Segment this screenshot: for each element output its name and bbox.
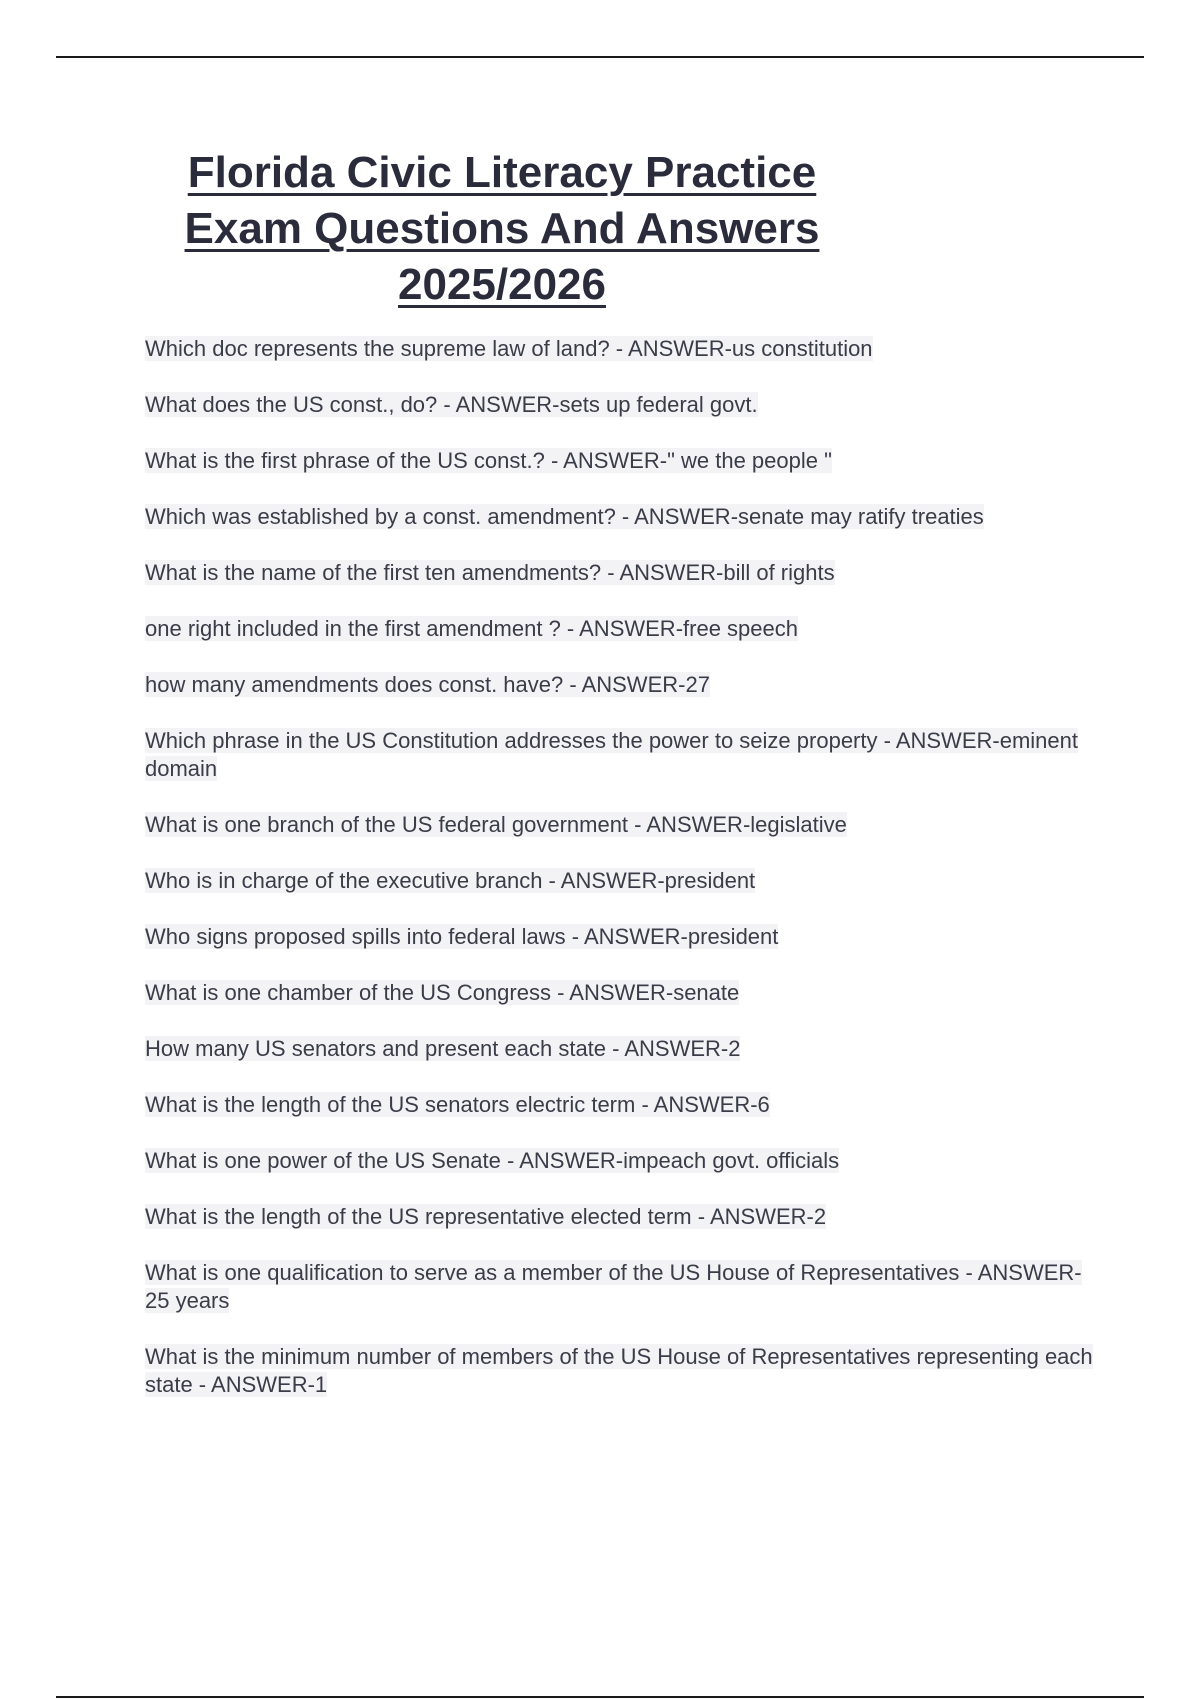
qa-text: What is the name of the first ten amendments? - ANSWER-bill of rights [145,560,835,585]
qa-text: How many US senators and present each state - ANSWER-2 [145,1036,741,1061]
qa-text: What is the length of the US representative elected term - ANSWER-2 [145,1204,827,1229]
qa-text: Which phrase in the US Constitution addresses the power to seize property - ANSWER-eminent domain [145,728,1078,781]
qa-text: What is one chamber of the US Congress - ANSWER-senate [145,980,740,1005]
list-item [145,1035,1105,1063]
list-item [145,1203,1105,1231]
title-line-1: Florida Civic Literacy Practice [187,148,817,197]
qa-text: how many amendments does const. have? - ANSWER-27 [145,672,710,697]
qa-text: one right included in the first amendment ? - ANSWER-free speech [145,616,798,641]
top-divider [56,56,1144,58]
title-line-2: Exam Questions And Answers [184,204,820,253]
list-item [145,559,1105,587]
page-title [145,145,859,313]
qa-text: Who is in charge of the executive branch - ANSWER-president [145,868,756,893]
list-item [145,671,1105,699]
qa-text: What is one qualification to serve as a member of the US House of Representatives - ANSWER-25 years [145,1260,1082,1313]
list-item [145,867,1105,895]
qa-text: What is one branch of the US federal government - ANSWER-legislative [145,812,847,837]
qa-text: Which was established by a const. amendment? - ANSWER-senate may ratify treaties [145,504,984,529]
list-item [145,335,1105,363]
list-item [145,615,1105,643]
list-item [145,391,1105,419]
qa-text: Who signs proposed spills into federal laws - ANSWER-president [145,924,779,949]
list-item [145,447,1105,475]
title-line-3: 2025/2026 [398,260,606,309]
qa-text: What is the minimum number of members of the US House of Representatives representing each state - ANSWER-1 [145,1344,1093,1397]
qa-text: What is the length of the US senators electric term - ANSWER-6 [145,1092,770,1117]
qa-text: What does the US const., do? - ANSWER-sets up federal govt. [145,392,758,417]
list-item [145,979,1105,1007]
list-item [145,727,1105,783]
list-item [145,1147,1105,1175]
list-item [145,1259,1105,1315]
qa-text: Which doc represents the supreme law of land? - ANSWER-us constitution [145,336,873,361]
qa-text: What is one power of the US Senate - ANSWER-impeach govt. officials [145,1148,840,1173]
list-item [145,1091,1105,1119]
bottom-divider [56,1696,1144,1698]
list-item [145,923,1105,951]
list-item [145,1343,1105,1399]
list-item [145,503,1105,531]
qa-list [145,335,1105,1427]
list-item [145,811,1105,839]
qa-text: What is the first phrase of the US const.? - ANSWER-" we the people " [145,448,832,473]
